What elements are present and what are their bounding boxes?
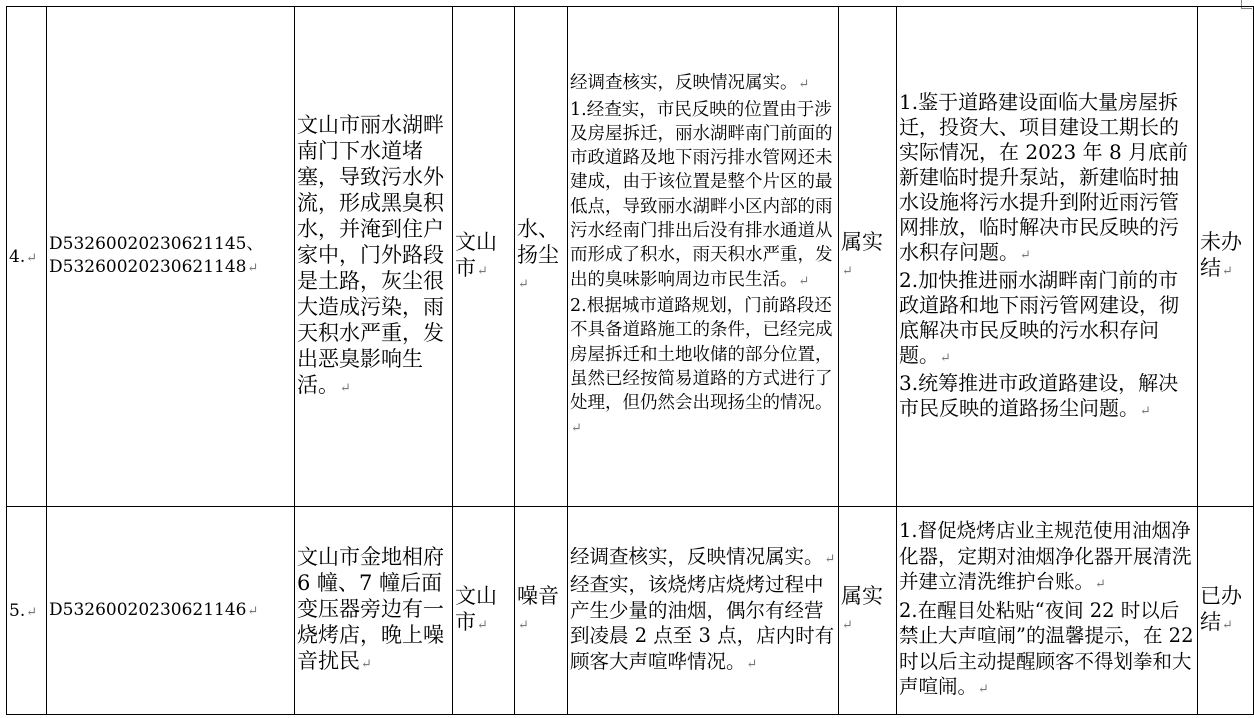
measure-text: 2.加快推进丽水湖畔南门前的市政道路和地下雨污管网建设，彻底解决市民反映的污水积存问题。 <box>899 267 1179 367</box>
verification-result: 属实 <box>841 229 883 254</box>
paragraph-mark-icon: ↵ <box>477 617 488 633</box>
measures-cell <box>897 7 1198 507</box>
paragraph-mark-icon: ↵ <box>26 250 38 266</box>
case-id: D53260020230621146 <box>49 599 247 620</box>
measure-paragraph <box>899 518 1195 598</box>
paragraph-mark-icon: ↵ <box>1020 247 1031 263</box>
verification-result-cell <box>839 507 897 715</box>
status: 未办结 <box>1200 229 1242 280</box>
table-row <box>7 507 1254 715</box>
verification-paragraph <box>570 572 836 677</box>
measure-text: 1.鉴于道路建设面临大量房屋拆迁，投资大、项目建设工期长的实际情况，在 2023 年 8 月底前新建临时提升泵站，新建临时抽水设施将污水提升到附近雨污管网排放，临时解决市民反映的污水积存问题。 <box>899 89 1189 264</box>
area: 文山市 <box>455 229 497 280</box>
verification-paragraph <box>570 71 836 97</box>
complaint-description: 文山市丽水湖畔南门下水道堵塞，导致污水外流，形成黑臭积水，并淹到住户家中，门外路段是土路，灰尘很大造成污染，雨天积水严重，发出恶臭影响生活。 <box>297 112 444 397</box>
verification-paragraph <box>570 98 836 294</box>
table-row <box>7 7 1254 507</box>
verification-result-cell <box>839 7 897 507</box>
paragraph-mark-icon: ↵ <box>978 682 989 698</box>
measure-text: 2.在醒目处粘贴“夜间 22 时以后禁止大声喧闹”的温馨提示，在 22 时以后主动提醒顾客不得划拳和大声喧闹。 <box>899 598 1194 699</box>
verification-cell <box>568 507 839 715</box>
paragraph-mark-icon: ↵ <box>477 263 488 279</box>
row-number: 5. <box>9 600 26 621</box>
complaint-description: 文山市金地相府 6 幢、7 幢后面变压器旁边有一烧烤店，晚上噪音扰民 <box>297 544 444 673</box>
verification-paragraph <box>570 294 836 442</box>
measure-paragraph <box>899 268 1195 371</box>
status: 已办结 <box>1200 583 1242 634</box>
paragraph-mark-icon: ↵ <box>518 276 529 292</box>
status-cell <box>1198 507 1254 715</box>
paragraph-mark-icon: ↵ <box>842 617 853 633</box>
verification-paragraph <box>570 544 836 573</box>
case-id: D53260020230621148 <box>49 257 247 277</box>
case-id: D53260020230621145、 <box>49 234 264 254</box>
paragraph-mark-icon: ↵ <box>340 380 351 396</box>
paragraph-mark-icon: ↵ <box>824 551 836 567</box>
pollution-type-cell <box>515 7 568 507</box>
paragraph-mark-icon: ↵ <box>1222 263 1233 279</box>
paragraph-mark-icon: ↵ <box>571 421 582 437</box>
verification-text: 2.根据城市道路规划，门前路段还不具备道路施工的条件，已经完成房屋拆迁和土地收储的部分位置，虽然已经按简易道路的方式进行了处理，但仍然会出现扬尘的情况。 <box>570 295 833 414</box>
verification-text: 经调查核实，反映情况属实。 <box>570 73 798 94</box>
row-number: 4. <box>9 246 26 267</box>
complaint-description-cell <box>295 7 453 507</box>
measure-paragraph <box>899 371 1195 424</box>
paragraph-mark-icon: ↵ <box>1140 403 1151 419</box>
measure-text: 1.督促烧烤店业主规范使用油烟净化器，定期对油烟净化器开展清洗并建立清洗维护台账。 <box>899 519 1192 594</box>
pollution-type-cell <box>515 507 568 715</box>
area-cell <box>453 507 515 715</box>
paragraph-mark-icon: ↵ <box>798 273 810 289</box>
area-cell <box>453 7 515 507</box>
paragraph-mark-icon: ↵ <box>26 604 38 620</box>
case-id-cell <box>47 507 295 715</box>
measure-text: 3.统筹推进市政道路建设，解决市民反映的道路扬尘问题。 <box>899 370 1179 420</box>
verification-text: 1.经查实，市民反映的位置由于涉及房屋拆迁，丽水湖畔南门前面的市政道路及地下雨污排水管网还未建成，由于该位置是整个片区的最低点，导致丽水湖畔小区内部的雨污水经南门排出后没有排水通道从而形成了积水，雨天积水严重，发出的臭味影响周边市民生活。 <box>570 99 833 290</box>
paragraph-mark-icon: ↵ <box>247 603 259 619</box>
paragraph-mark-icon: ↵ <box>1095 577 1106 593</box>
status-cell <box>1198 7 1254 507</box>
measure-paragraph <box>899 90 1195 268</box>
area: 文山市 <box>455 583 497 634</box>
paragraph-mark-icon: ↵ <box>518 617 529 633</box>
verification-result: 属实 <box>841 583 883 608</box>
measures-cell <box>897 507 1198 715</box>
pollution-type: 水、扬尘 <box>517 216 559 267</box>
pollution-type: 噪音 <box>517 583 559 608</box>
measure-paragraph <box>899 598 1195 703</box>
row-number-cell <box>7 507 47 715</box>
complaint-table <box>6 6 1254 715</box>
paragraph-mark-icon: ↵ <box>842 263 853 279</box>
paragraph-mark-icon: ↵ <box>798 77 810 93</box>
paragraph-mark-icon: ↵ <box>361 656 372 672</box>
verification-text: 经查实，该烧烤店烧烤过程中产生少量的油烟，偶尔有经营到凌晨 2 点至 3 点，店内时有顾客大声喧哗情况。 <box>570 573 835 673</box>
paragraph-mark-icon: ↵ <box>746 656 758 672</box>
paragraph-mark-icon: ↵ <box>1222 617 1233 633</box>
verification-cell <box>568 7 839 507</box>
paragraph-mark-icon: ↵ <box>247 261 259 276</box>
paragraph-mark-icon: ↵ <box>940 350 951 366</box>
complaint-description-cell <box>295 507 453 715</box>
case-id-cell <box>47 7 295 507</box>
verification-text: 经调查核实，反映情况属实。 <box>570 544 824 568</box>
row-number-cell <box>7 7 47 507</box>
